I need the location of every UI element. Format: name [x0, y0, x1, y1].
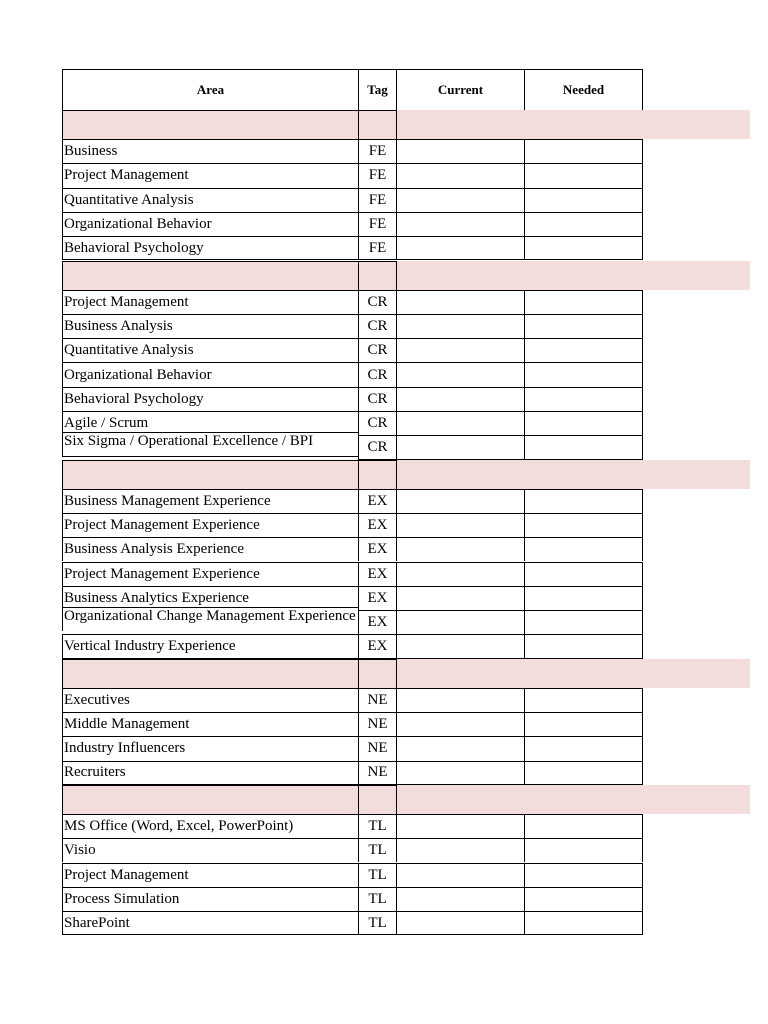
row-area-cell[interactable]: Behavioral Psychology: [62, 387, 358, 411]
row-needed-cell[interactable]: [524, 411, 643, 435]
row-tag-cell[interactable]: CR: [358, 411, 396, 435]
header-needed: Needed: [524, 69, 643, 110]
section-shade-band[interactable]: [396, 659, 750, 688]
row-tag-cell[interactable]: NE: [358, 712, 396, 736]
row-current-cell[interactable]: [396, 537, 524, 561]
header-area: Area: [62, 69, 358, 110]
row-needed-cell[interactable]: [524, 887, 643, 911]
row-tag-cell[interactable]: CR: [358, 435, 396, 459]
row-current-cell[interactable]: [396, 712, 524, 736]
row-current-cell[interactable]: [396, 236, 524, 260]
row-needed-cell[interactable]: [524, 188, 643, 212]
row-area-cell[interactable]: Recruiters: [62, 761, 358, 785]
row-needed-cell[interactable]: [524, 688, 643, 712]
row-current-cell[interactable]: [396, 290, 524, 314]
row-area-cell[interactable]: Project Management: [62, 290, 358, 314]
row-tag-cell[interactable]: TL: [358, 814, 396, 838]
row-area-cell[interactable]: Middle Management: [62, 712, 358, 736]
row-area-cell[interactable]: Visio: [62, 838, 358, 862]
section-shade-area[interactable]: [62, 460, 358, 489]
row-tag-cell[interactable]: FE: [358, 212, 396, 236]
row-needed-cell[interactable]: [524, 610, 643, 634]
row-tag-cell[interactable]: CR: [358, 362, 396, 386]
section-shade-tag[interactable]: [358, 785, 396, 814]
section-shade-band[interactable]: [396, 261, 750, 290]
row-needed-cell[interactable]: [524, 863, 643, 887]
row-needed-cell[interactable]: [524, 838, 643, 862]
row-current-cell[interactable]: [396, 411, 524, 435]
row-current-cell[interactable]: [396, 736, 524, 760]
row-current-cell[interactable]: [396, 513, 524, 537]
row-tag-cell[interactable]: CR: [358, 314, 396, 338]
row-current-cell[interactable]: [396, 387, 524, 411]
row-current-cell[interactable]: [396, 911, 524, 935]
row-area-cell[interactable]: Project Management Experience: [62, 513, 358, 537]
row-current-cell[interactable]: [396, 435, 524, 459]
row-tag-cell[interactable]: EX: [358, 562, 396, 586]
header-current: Current: [396, 69, 524, 110]
row-needed-cell[interactable]: [524, 911, 643, 935]
row-current-cell[interactable]: [396, 634, 524, 658]
row-needed-cell[interactable]: [524, 489, 643, 513]
row-tag-cell[interactable]: NE: [358, 761, 396, 785]
row-current-cell[interactable]: [396, 489, 524, 513]
row-current-cell[interactable]: [396, 586, 524, 610]
row-current-cell[interactable]: [396, 838, 524, 862]
row-area-cell[interactable]: SharePoint: [62, 911, 358, 935]
row-tag-cell[interactable]: NE: [358, 688, 396, 712]
row-needed-cell[interactable]: [524, 736, 643, 760]
row-needed-cell[interactable]: [524, 387, 643, 411]
row-needed-cell[interactable]: [524, 586, 643, 610]
row-current-cell[interactable]: [396, 814, 524, 838]
row-area-cell[interactable]: Organizational Behavior: [62, 212, 358, 236]
section-shade-band[interactable]: [396, 460, 750, 489]
row-needed-cell[interactable]: [524, 513, 643, 537]
row-tag-cell[interactable]: TL: [358, 863, 396, 887]
row-area-cell[interactable]: Organizational Change Management Experience: [62, 607, 358, 631]
row-area-cell[interactable]: Behavioral Psychology: [62, 236, 358, 260]
row-tag-cell[interactable]: CR: [358, 338, 396, 362]
row-area-cell[interactable]: Quantitative Analysis: [62, 188, 358, 212]
section-shade-tag[interactable]: [358, 659, 396, 688]
row-tag-cell[interactable]: FE: [358, 163, 396, 187]
row-current-cell[interactable]: [396, 338, 524, 362]
row-needed-cell[interactable]: [524, 163, 643, 187]
row-tag-cell[interactable]: FE: [358, 188, 396, 212]
section-shade-band[interactable]: [396, 785, 750, 814]
row-tag-cell[interactable]: CR: [358, 290, 396, 314]
row-area-cell[interactable]: Executives: [62, 688, 358, 712]
row-area-cell[interactable]: Six Sigma / Operational Excellence / BPI: [62, 432, 358, 456]
row-needed-cell[interactable]: [524, 435, 643, 459]
row-current-cell[interactable]: [396, 139, 524, 163]
row-current-cell[interactable]: [396, 163, 524, 187]
section-shade-area[interactable]: [62, 110, 358, 139]
row-needed-cell[interactable]: [524, 290, 643, 314]
row-current-cell[interactable]: [396, 688, 524, 712]
row-tag-cell[interactable]: EX: [358, 634, 396, 658]
row-needed-cell[interactable]: [524, 537, 643, 561]
row-current-cell[interactable]: [396, 863, 524, 887]
row-current-cell[interactable]: [396, 562, 524, 586]
row-needed-cell[interactable]: [524, 338, 643, 362]
row-needed-cell[interactable]: [524, 212, 643, 236]
row-tag-cell[interactable]: NE: [358, 736, 396, 760]
row-area-cell[interactable]: Business Management Experience: [62, 489, 358, 513]
section-shade-area[interactable]: [62, 261, 358, 290]
row-tag-cell[interactable]: EX: [358, 489, 396, 513]
row-needed-cell[interactable]: [524, 236, 643, 260]
row-tag-cell[interactable]: EX: [358, 610, 396, 634]
row-current-cell[interactable]: [396, 610, 524, 634]
row-tag-cell[interactable]: CR: [358, 387, 396, 411]
row-tag-cell[interactable]: EX: [358, 537, 396, 561]
row-tag-cell[interactable]: EX: [358, 513, 396, 537]
row-area-cell[interactable]: Industry Influencers: [62, 736, 358, 760]
row-current-cell[interactable]: [396, 761, 524, 785]
row-needed-cell[interactable]: [524, 634, 643, 658]
row-area-cell[interactable]: Project Management: [62, 163, 358, 187]
row-area-cell[interactable]: Project Management Experience: [62, 562, 358, 586]
row-current-cell[interactable]: [396, 188, 524, 212]
row-needed-cell[interactable]: [524, 139, 643, 163]
row-needed-cell[interactable]: [524, 814, 643, 838]
row-area-cell[interactable]: Project Management: [62, 863, 358, 887]
row-area-cell[interactable]: Vertical Industry Experience: [62, 634, 358, 658]
row-area-cell[interactable]: Agile / Scrum: [62, 411, 358, 435]
section-shade-tag[interactable]: [358, 261, 396, 290]
row-area-cell[interactable]: Business: [62, 139, 358, 163]
row-area-cell[interactable]: Quantitative Analysis: [62, 338, 358, 362]
row-current-cell[interactable]: [396, 887, 524, 911]
row-tag-cell[interactable]: FE: [358, 139, 396, 163]
row-area-cell[interactable]: MS Office (Word, Excel, PowerPoint): [62, 814, 358, 838]
row-current-cell[interactable]: [396, 314, 524, 338]
row-needed-cell[interactable]: [524, 562, 643, 586]
row-area-cell[interactable]: Organizational Behavior: [62, 362, 358, 386]
header-tag: Tag: [358, 69, 396, 110]
row-needed-cell[interactable]: [524, 362, 643, 386]
row-area-cell[interactable]: Process Simulation: [62, 887, 358, 911]
section-shade-band[interactable]: [396, 110, 750, 139]
row-area-cell[interactable]: Business Analysis Experience: [62, 537, 358, 561]
row-needed-cell[interactable]: [524, 712, 643, 736]
section-shade-area[interactable]: [62, 659, 358, 688]
row-area-cell[interactable]: Business Analytics Experience: [62, 586, 358, 610]
row-tag-cell[interactable]: TL: [358, 838, 396, 862]
row-tag-cell[interactable]: TL: [358, 887, 396, 911]
row-area-cell[interactable]: Business Analysis: [62, 314, 358, 338]
section-shade-tag[interactable]: [358, 110, 396, 139]
row-current-cell[interactable]: [396, 362, 524, 386]
row-tag-cell[interactable]: FE: [358, 236, 396, 260]
section-shade-tag[interactable]: [358, 460, 396, 489]
section-shade-area[interactable]: [62, 785, 358, 814]
row-current-cell[interactable]: [396, 212, 524, 236]
row-needed-cell[interactable]: [524, 314, 643, 338]
row-tag-cell[interactable]: TL: [358, 911, 396, 935]
row-tag-cell[interactable]: EX: [358, 586, 396, 610]
row-needed-cell[interactable]: [524, 761, 643, 785]
